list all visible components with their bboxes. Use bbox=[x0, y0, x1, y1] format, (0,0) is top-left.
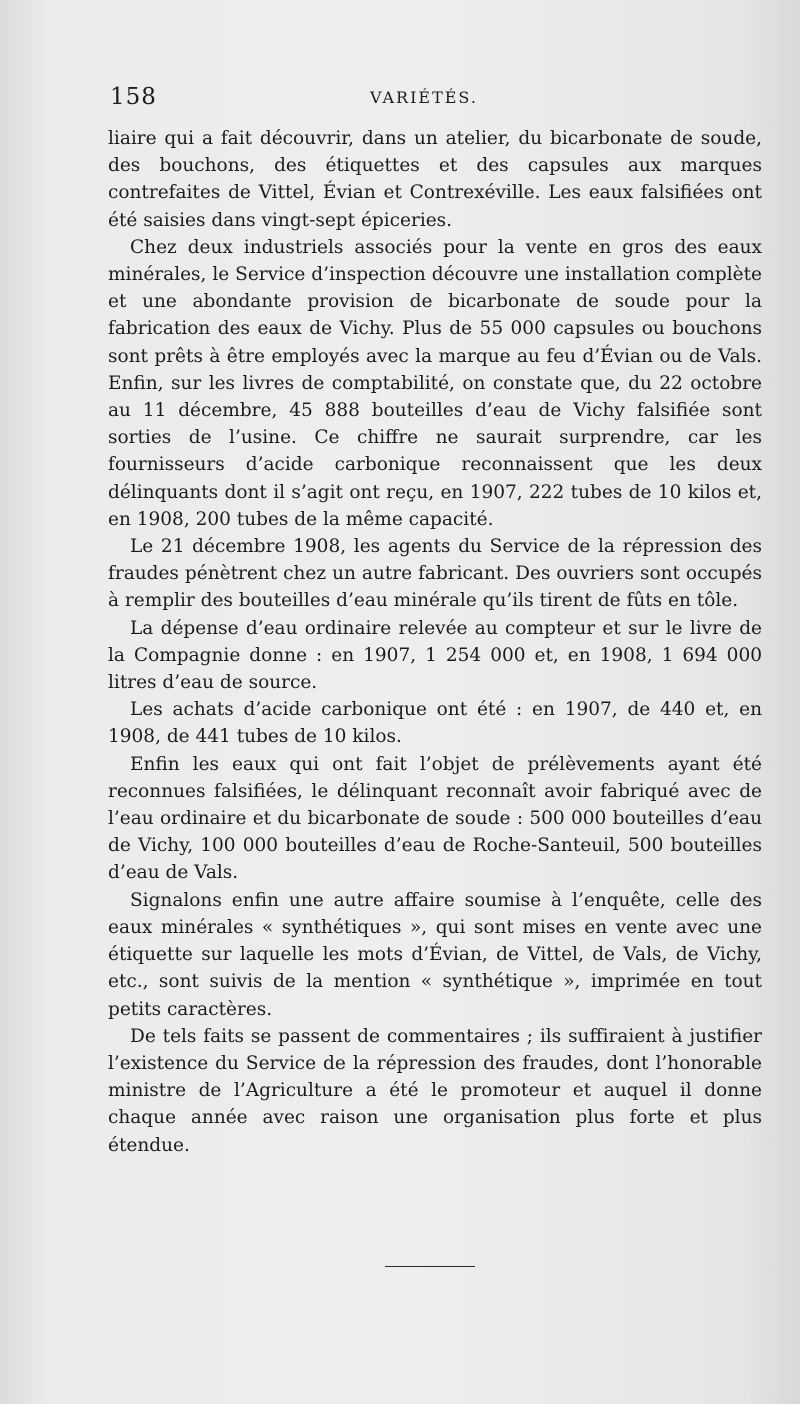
paragraph-continued: liaire qui a fait découvrir, dans un atelier, du bicarbonate de soude, des bouchons, des étiquettes et des capsules aux marques contrefaites de Vittel, Évian et Contrexéville. Les eaux falsifiées ont été saisies dans vingt-sept épiceries. bbox=[108, 128, 762, 231]
paragraph: De tels faits se passent de commentaires ; ils suffiraient à justifier l’existence du Service de la répression des fraudes, dont l’honorable ministre de l’Agriculture a été le promoteur et auquel il donne chaque année avec raison une organisation plus forte et plus étendue. bbox=[108, 1025, 762, 1156]
paragraph: Signalons enfin une autre affaire soumise à l’enquête, celle des eaux minérales « synthétiques », qui sont mises en vente avec une étiquette sur laquelle les mots d’Évian, de Vittel, de Vals, de Vichy, etc., sont suivis de la mention « synthétique », imprimée en tout petits caractères. bbox=[108, 889, 762, 1020]
page-number: 158 bbox=[110, 84, 157, 110]
paragraph: Les achats d’acide carbonique ont été : en 1907, de 440 et, en 1908, de 441 tubes de 10 kilos. bbox=[108, 699, 762, 748]
running-title: VARIÉTÉS. bbox=[370, 88, 478, 107]
body-text bbox=[108, 125, 762, 1159]
paragraph: Le 21 décembre 1908, les agents du Service de la répression des fraudes pénètrent chez un autre fabricant. Des ouvriers sont occupés à remplir des bouteilles d’eau minérale qu’ils tirent de fûts en tôle. bbox=[108, 536, 762, 612]
section-end-rule bbox=[385, 1266, 475, 1267]
paragraph: La dépense d’eau ordinaire relevée au compteur et sur le livre de la Compagnie donne : en 1907, 1 254 000 et, en 1908, 1 694 000 litres d’eau de source. bbox=[108, 617, 762, 694]
paragraph: Chez deux industriels associés pour la vente en gros des eaux minérales, le Service d’inspection découvre une installation complète et une abondante provision de bicarbonate de soude pour la fabrication des eaux de Vichy. Plus de 55 000 capsules ou bouchons sont prêts à être employés avec la marque au feu d’Évian ou de Vals. Enfin, sur les livres de comptabilité, on constate que, du 22 octobre au 11 décembre, 45 888 bouteilles d’eau de Vichy falsifiée sont sorties de l’usine. Ce chiffre ne saurait surprendre, car les fournisseurs d’acide carbonique reconnaissent que les deux délinquants dont il s’agit ont reçu, en 1907, 222 tubes de 10 kilos et, en 1908, 200 tubes de la même capacité. bbox=[108, 236, 762, 530]
paragraph: Enfin les eaux qui ont fait l’objet de prélèvements ayant été reconnues falsifiées, le délinquant reconnaît avoir fabriqué avec de l’eau ordinaire et du bicarbonate de soude : 500 000 bouteilles d’eau de Vichy, 100 000 bouteilles d’eau de Roche-Santeuil, 500 bouteilles d’eau de Vals. bbox=[108, 753, 762, 884]
